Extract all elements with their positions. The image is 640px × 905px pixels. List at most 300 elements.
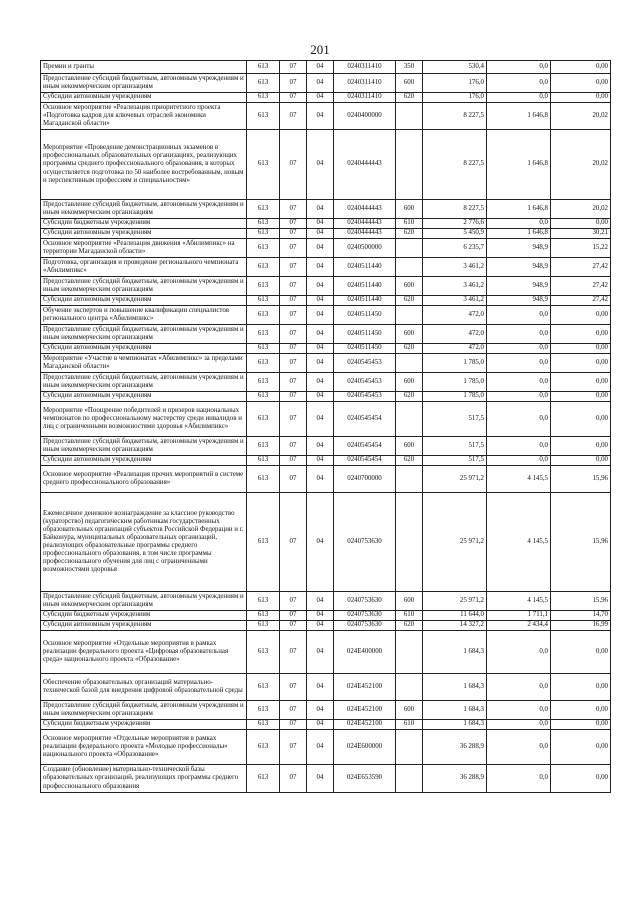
expense-type-cell	[396, 130, 423, 200]
expense-type-cell	[396, 730, 423, 765]
amount-2022-cell: 948,9	[487, 258, 551, 277]
target-article-cell: 0240753630	[334, 621, 396, 631]
subsection-code-cell: 04	[307, 720, 334, 730]
row-name-cell: Субсидии автономным учреждениям	[41, 456, 247, 466]
subsection-code-cell: 04	[307, 456, 334, 466]
subsection-code-cell: 04	[307, 621, 334, 631]
expense-type-cell	[396, 674, 423, 701]
amount-2021-cell: 176,0	[423, 93, 487, 103]
amount-2022-cell: 0,0	[487, 720, 551, 730]
section-code-cell: 07	[280, 61, 307, 74]
amount-2022-cell: 0,0	[487, 456, 551, 466]
amount-2022-cell: 0,0	[487, 373, 551, 392]
amount-2022-cell: 0,0	[487, 74, 551, 93]
section-code-cell: 07	[280, 373, 307, 392]
target-article-cell: 0240511440	[334, 296, 396, 306]
amount-2021-cell: 36 288,9	[423, 765, 487, 793]
row-name-cell: Основное мероприятие «Реализация движения «Абилимпикс» на территории Магаданской области»	[41, 239, 247, 258]
expense-type-cell: 600	[396, 325, 423, 344]
table-row	[41, 344, 611, 354]
amount-2022-cell: 0,0	[487, 344, 551, 354]
amount-2022-cell: 0,0	[487, 61, 551, 74]
subsection-code-cell: 04	[307, 493, 334, 592]
expense-type-cell: 620	[396, 344, 423, 354]
section-code-cell: 07	[280, 674, 307, 701]
expense-type-cell: 620	[396, 296, 423, 306]
section-code-cell: 07	[280, 219, 307, 229]
table-row	[41, 720, 611, 730]
expense-type-cell: 600	[396, 373, 423, 392]
percent-cell: 0,00	[551, 730, 611, 765]
section-code-cell: 07	[280, 296, 307, 306]
section-code-cell: 07	[280, 74, 307, 93]
row-name-cell: Субсидии автономным учреждениям	[41, 93, 247, 103]
subsection-code-cell: 04	[307, 258, 334, 277]
row-name-cell: Ежемесячное денежное вознаграждение за классное руководство (кураторство) педагогическим работникам государственных образовательных организаций субъектов Российской Федерации и г. Байконура, муниципальных образовательных организаций, реализующих образовательные программы среднего профессионального образования, в том числе программы профессионального обучения для лиц с ограниченными возможностями здоровья	[41, 493, 247, 592]
amount-2021-cell: 1 785,0	[423, 373, 487, 392]
target-article-cell: 0240511440	[334, 258, 396, 277]
row-name-cell: Субсидии бюджетным учреждениям	[41, 720, 247, 730]
amount-2022-cell: 4 145,5	[487, 493, 551, 592]
subsection-code-cell: 04	[307, 61, 334, 74]
section-code-cell: 07	[280, 493, 307, 592]
target-article-cell: 024E653590	[334, 765, 396, 793]
table-row	[41, 325, 611, 344]
amount-2022-cell: 0,0	[487, 765, 551, 793]
table-row	[41, 239, 611, 258]
table-row	[41, 730, 611, 765]
subsection-code-cell: 04	[307, 325, 334, 344]
table-row	[41, 621, 611, 631]
target-article-cell: 0240545454	[334, 456, 396, 466]
table-row	[41, 130, 611, 200]
amount-2022-cell: 4 145,5	[487, 466, 551, 493]
subsection-code-cell: 04	[307, 93, 334, 103]
target-article-cell: 0240753630	[334, 592, 396, 611]
amount-2021-cell: 517,5	[423, 402, 487, 437]
expense-type-cell: 620	[396, 456, 423, 466]
table-row	[41, 373, 611, 392]
admin-code-cell: 613	[247, 493, 280, 592]
section-code-cell: 07	[280, 103, 307, 130]
amount-2021-cell: 8 227,5	[423, 103, 487, 130]
row-name-cell: Субсидии бюджетным учреждениям	[41, 611, 247, 621]
percent-cell: 15,96	[551, 493, 611, 592]
subsection-code-cell: 04	[307, 344, 334, 354]
percent-cell: 15,96	[551, 592, 611, 611]
subsection-code-cell: 04	[307, 611, 334, 621]
amount-2021-cell: 3 461,2	[423, 277, 487, 296]
admin-code-cell: 613	[247, 61, 280, 74]
amount-2021-cell: 517,5	[423, 456, 487, 466]
amount-2021-cell: 1 785,0	[423, 354, 487, 373]
admin-code-cell: 613	[247, 674, 280, 701]
subsection-code-cell: 04	[307, 402, 334, 437]
target-article-cell: 024E452100	[334, 720, 396, 730]
amount-2021-cell: 6 235,7	[423, 239, 487, 258]
percent-cell: 0,00	[551, 306, 611, 325]
table-row	[41, 354, 611, 373]
admin-code-cell: 613	[247, 592, 280, 611]
percent-cell: 20,02	[551, 200, 611, 219]
section-code-cell: 07	[280, 765, 307, 793]
subsection-code-cell: 04	[307, 701, 334, 720]
amount-2021-cell: 8 227,5	[423, 130, 487, 200]
table-row	[41, 61, 611, 74]
amount-2022-cell: 0,0	[487, 402, 551, 437]
amount-2022-cell: 0,0	[487, 674, 551, 701]
section-code-cell: 07	[280, 200, 307, 219]
target-article-cell: 0240444443	[334, 200, 396, 219]
admin-code-cell: 613	[247, 466, 280, 493]
admin-code-cell: 613	[247, 456, 280, 466]
admin-code-cell: 613	[247, 93, 280, 103]
subsection-code-cell: 04	[307, 730, 334, 765]
target-article-cell: 024E452100	[334, 701, 396, 720]
target-article-cell: 0240511440	[334, 277, 396, 296]
admin-code-cell: 613	[247, 103, 280, 130]
percent-cell: 0,00	[551, 402, 611, 437]
expense-type-cell: 610	[396, 611, 423, 621]
admin-code-cell: 613	[247, 296, 280, 306]
amount-2021-cell: 14 327,2	[423, 621, 487, 631]
amount-2021-cell: 472,0	[423, 325, 487, 344]
table-row	[41, 402, 611, 437]
row-name-cell: Основное мероприятие «Отдельные мероприятия в рамках реализации федерального проекта «Цифровая образовательная среда» национального проекта «Образование»	[41, 631, 247, 674]
section-code-cell: 07	[280, 130, 307, 200]
row-name-cell: Субсидии автономным учреждениям	[41, 229, 247, 239]
admin-code-cell: 613	[247, 344, 280, 354]
amount-2021-cell: 8 227,5	[423, 200, 487, 219]
percent-cell: 0,00	[551, 631, 611, 674]
target-article-cell: 0240500000	[334, 239, 396, 258]
amount-2022-cell: 1 711,1	[487, 611, 551, 621]
amount-2022-cell: 0,0	[487, 93, 551, 103]
target-article-cell: 024E400000	[334, 631, 396, 674]
admin-code-cell: 613	[247, 219, 280, 229]
expense-type-cell: 620	[396, 621, 423, 631]
amount-2021-cell: 1 785,0	[423, 392, 487, 402]
percent-cell: 15,22	[551, 239, 611, 258]
expense-type-cell: 620	[396, 392, 423, 402]
row-name-cell: Обеспечение образовательных организаций материально-технической базой для внедрения цифровой образовательной среды	[41, 674, 247, 701]
target-article-cell: 0240311410	[334, 74, 396, 93]
row-name-cell: Создание (обновление) материально-технической базы образовательных организаций, реализующих программы среднего профессионального образования	[41, 765, 247, 793]
expense-type-cell	[396, 631, 423, 674]
amount-2022-cell: 0,0	[487, 701, 551, 720]
expense-type-cell: 600	[396, 200, 423, 219]
amount-2021-cell: 176,0	[423, 74, 487, 93]
table-row	[41, 277, 611, 296]
amount-2021-cell: 1 684,3	[423, 674, 487, 701]
percent-cell: 0,00	[551, 392, 611, 402]
section-code-cell: 07	[280, 354, 307, 373]
admin-code-cell: 613	[247, 437, 280, 456]
target-article-cell: 0240700000	[334, 466, 396, 493]
expense-type-cell: 610	[396, 720, 423, 730]
admin-code-cell: 613	[247, 720, 280, 730]
target-article-cell: 0240511450	[334, 344, 396, 354]
table-row	[41, 392, 611, 402]
amount-2022-cell: 1 646,8	[487, 103, 551, 130]
section-code-cell: 07	[280, 611, 307, 621]
admin-code-cell: 613	[247, 277, 280, 296]
amount-2022-cell: 948,9	[487, 239, 551, 258]
row-name-cell: Основное мероприятие «Реализация прочих мероприятий в системе среднего профессионального образования»	[41, 466, 247, 493]
subsection-code-cell: 04	[307, 296, 334, 306]
percent-cell: 0,00	[551, 93, 611, 103]
subsection-code-cell: 04	[307, 437, 334, 456]
target-article-cell: 0240545453	[334, 392, 396, 402]
section-code-cell: 07	[280, 437, 307, 456]
section-code-cell: 07	[280, 306, 307, 325]
amount-2022-cell: 0,0	[487, 437, 551, 456]
table-row	[41, 592, 611, 611]
table-row	[41, 611, 611, 621]
admin-code-cell: 613	[247, 306, 280, 325]
table-row	[41, 437, 611, 456]
subsection-code-cell: 04	[307, 219, 334, 229]
table-row	[41, 103, 611, 130]
amount-2021-cell: 25 971,2	[423, 592, 487, 611]
amount-2022-cell: 0,0	[487, 325, 551, 344]
section-code-cell: 07	[280, 456, 307, 466]
section-code-cell: 07	[280, 720, 307, 730]
target-article-cell: 0240311410	[334, 61, 396, 74]
amount-2022-cell: 4 145,5	[487, 592, 551, 611]
amount-2022-cell: 948,9	[487, 277, 551, 296]
admin-code-cell: 613	[247, 701, 280, 720]
admin-code-cell: 613	[247, 402, 280, 437]
admin-code-cell: 613	[247, 200, 280, 219]
expense-type-cell: 600	[396, 277, 423, 296]
percent-cell: 27,42	[551, 277, 611, 296]
percent-cell: 0,00	[551, 373, 611, 392]
amount-2021-cell: 25 971,2	[423, 466, 487, 493]
amount-2022-cell: 1 646,8	[487, 200, 551, 219]
section-code-cell: 07	[280, 239, 307, 258]
percent-cell: 16,99	[551, 621, 611, 631]
amount-2021-cell: 517,5	[423, 437, 487, 456]
subsection-code-cell: 04	[307, 765, 334, 793]
expense-type-cell: 620	[396, 229, 423, 239]
percent-cell: 0,00	[551, 219, 611, 229]
admin-code-cell: 613	[247, 239, 280, 258]
expense-type-cell	[396, 258, 423, 277]
row-name-cell: Основное мероприятие «Отдельные мероприятия в рамках реализации федерального проекта «Молодые профессионалы» национального проекта «Образование»	[41, 730, 247, 765]
row-name-cell: Мероприятие «Поощрение победителей и призеров национальных чемпионатов по профессиональному мастерству среди инвалидов и лиц с ограниченными возможностями здоровья «Абилимпикс»	[41, 402, 247, 437]
section-code-cell: 07	[280, 466, 307, 493]
expense-type-cell: 600	[396, 701, 423, 720]
amount-2021-cell: 1 684,3	[423, 631, 487, 674]
admin-code-cell: 613	[247, 229, 280, 239]
amount-2022-cell: 0,0	[487, 392, 551, 402]
row-name-cell: Предоставление субсидий бюджетным, автономным учреждениям и иным некоммерческим организациям	[41, 701, 247, 720]
subsection-code-cell: 04	[307, 239, 334, 258]
row-name-cell: Обучение экспертов и повышение квалификации специалистов регионального центра «Абилимпикс»	[41, 306, 247, 325]
target-article-cell: 0240545453	[334, 354, 396, 373]
percent-cell: 15,96	[551, 466, 611, 493]
expense-type-cell	[396, 466, 423, 493]
row-name-cell: Основное мероприятие «Реализация приоритетного проекта «Подготовка кадров для ключевых отраслей экономики Магаданской области»	[41, 103, 247, 130]
table-row	[41, 631, 611, 674]
section-code-cell: 07	[280, 402, 307, 437]
row-name-cell: Предоставление субсидий бюджетным, автономным учреждениям и иным некоммерческим организациям	[41, 200, 247, 219]
subsection-code-cell: 04	[307, 277, 334, 296]
table-row	[41, 93, 611, 103]
percent-cell: 30,21	[551, 229, 611, 239]
table-row	[41, 466, 611, 493]
section-code-cell: 07	[280, 277, 307, 296]
section-code-cell: 07	[280, 701, 307, 720]
subsection-code-cell: 04	[307, 354, 334, 373]
subsection-code-cell: 04	[307, 200, 334, 219]
table-row	[41, 493, 611, 592]
admin-code-cell: 613	[247, 325, 280, 344]
admin-code-cell: 613	[247, 354, 280, 373]
amount-2022-cell: 948,9	[487, 296, 551, 306]
subsection-code-cell: 04	[307, 229, 334, 239]
subsection-code-cell: 04	[307, 631, 334, 674]
table-row	[41, 219, 611, 229]
percent-cell: 0,00	[551, 765, 611, 793]
row-name-cell: Предоставление субсидий бюджетным, автономным учреждениям и иным некоммерческим организациям	[41, 277, 247, 296]
expense-type-cell: 600	[396, 592, 423, 611]
row-name-cell: Предоставление субсидий бюджетным, автономным учреждениям и иным некоммерческим организациям	[41, 325, 247, 344]
subsection-code-cell: 04	[307, 392, 334, 402]
expense-type-cell	[396, 354, 423, 373]
expense-type-cell: 600	[396, 437, 423, 456]
row-name-cell: Субсидии автономным учреждениям	[41, 392, 247, 402]
row-name-cell: Предоставление субсидий бюджетным, автономным учреждениям и иным некоммерческим организациям	[41, 74, 247, 93]
section-code-cell: 07	[280, 93, 307, 103]
row-name-cell: Подготовка, организация и проведение регионального чемпионата «Абилимпикс»	[41, 258, 247, 277]
amount-2022-cell: 0,0	[487, 306, 551, 325]
admin-code-cell: 613	[247, 373, 280, 392]
row-name-cell: Субсидии автономным учреждениям	[41, 621, 247, 631]
amount-2022-cell: 0,0	[487, 219, 551, 229]
admin-code-cell: 613	[247, 74, 280, 93]
target-article-cell: 0240444443	[334, 130, 396, 200]
section-code-cell: 07	[280, 631, 307, 674]
expense-type-cell	[396, 402, 423, 437]
admin-code-cell: 613	[247, 765, 280, 793]
page-number: 201	[310, 42, 330, 57]
admin-code-cell: 613	[247, 130, 280, 200]
table-row	[41, 229, 611, 239]
amount-2022-cell: 2 434,4	[487, 621, 551, 631]
expense-type-cell: 350	[396, 61, 423, 74]
amount-2021-cell: 1 684,3	[423, 720, 487, 730]
percent-cell: 0,00	[551, 674, 611, 701]
percent-cell: 0,00	[551, 354, 611, 373]
admin-code-cell: 613	[247, 611, 280, 621]
section-code-cell: 07	[280, 325, 307, 344]
target-article-cell: 0240545453	[334, 373, 396, 392]
subsection-code-cell: 04	[307, 130, 334, 200]
subsection-code-cell: 04	[307, 373, 334, 392]
expense-type-cell	[396, 306, 423, 325]
percent-cell: 27,42	[551, 258, 611, 277]
subsection-code-cell: 04	[307, 103, 334, 130]
target-article-cell: 0240511450	[334, 325, 396, 344]
subsection-code-cell: 04	[307, 674, 334, 701]
target-article-cell: 024E452100	[334, 674, 396, 701]
target-article-cell: 0240753630	[334, 493, 396, 592]
percent-cell: 0,00	[551, 61, 611, 74]
target-article-cell: 0240753630	[334, 611, 396, 621]
percent-cell: 0,00	[551, 74, 611, 93]
table-row	[41, 258, 611, 277]
percent-cell: 0,00	[551, 701, 611, 720]
amount-2021-cell: 36 288,9	[423, 730, 487, 765]
percent-cell: 0,00	[551, 720, 611, 730]
target-article-cell: 024E600000	[334, 730, 396, 765]
amount-2022-cell: 0,0	[487, 631, 551, 674]
row-name-cell: Предоставление субсидий бюджетным, автономным учреждениям и иным некоммерческим организациям	[41, 373, 247, 392]
section-code-cell: 07	[280, 730, 307, 765]
row-name-cell: Мероприятие «Проведение демонстрационных экзаменов в профессиональных образовательных организациях, реализующих программы среднего профессионального образования, в которых осуществляется подготовка по 50 наиболее востребованным, новым и перспективным профессиям и специальностям»	[41, 130, 247, 200]
section-code-cell: 07	[280, 621, 307, 631]
section-code-cell: 07	[280, 392, 307, 402]
section-code-cell: 07	[280, 229, 307, 239]
row-name-cell: Субсидии автономным учреждениям	[41, 344, 247, 354]
percent-cell: 0,00	[551, 344, 611, 354]
admin-code-cell: 613	[247, 621, 280, 631]
table-row	[41, 674, 611, 701]
admin-code-cell: 613	[247, 392, 280, 402]
percent-cell: 0,00	[551, 325, 611, 344]
row-name-cell: Премии и гранты	[41, 61, 247, 74]
amount-2021-cell: 3 461,2	[423, 296, 487, 306]
subsection-code-cell: 04	[307, 74, 334, 93]
amount-2021-cell: 1 684,3	[423, 701, 487, 720]
expense-type-cell	[396, 239, 423, 258]
amount-2021-cell: 530,4	[423, 61, 487, 74]
percent-cell: 0,00	[551, 456, 611, 466]
expense-type-cell: 610	[396, 219, 423, 229]
amount-2022-cell: 0,0	[487, 354, 551, 373]
section-code-cell: 07	[280, 592, 307, 611]
percent-cell: 20,02	[551, 103, 611, 130]
amount-2022-cell: 1 646,8	[487, 229, 551, 239]
amount-2021-cell: 11 644,0	[423, 611, 487, 621]
section-code-cell: 07	[280, 344, 307, 354]
row-name-cell: Предоставление субсидий бюджетным, автономным учреждениям и иным некоммерческим организациям	[41, 437, 247, 456]
target-article-cell: 0240545454	[334, 437, 396, 456]
row-name-cell: Субсидии автономным учреждениям	[41, 296, 247, 306]
table-row	[41, 74, 611, 93]
amount-2022-cell: 0,0	[487, 730, 551, 765]
amount-2022-cell: 1 646,8	[487, 130, 551, 200]
target-article-cell: 0240311410	[334, 93, 396, 103]
table-row	[41, 306, 611, 325]
subsection-code-cell: 04	[307, 306, 334, 325]
row-name-cell: Мероприятие «Участие в чемпионатах «Абилимпикс» за пределами Магаданской области»	[41, 354, 247, 373]
row-name-cell: Субсидии бюджетным учреждениям	[41, 219, 247, 229]
subsection-code-cell: 04	[307, 592, 334, 611]
percent-cell: 27,42	[551, 296, 611, 306]
admin-code-cell: 613	[247, 631, 280, 674]
admin-code-cell: 613	[247, 730, 280, 765]
table-row	[41, 701, 611, 720]
amount-2021-cell: 2 776,6	[423, 219, 487, 229]
target-article-cell: 0240444443	[334, 219, 396, 229]
table-row	[41, 456, 611, 466]
percent-cell: 14,70	[551, 611, 611, 621]
expense-type-cell	[396, 765, 423, 793]
amount-2021-cell: 472,0	[423, 344, 487, 354]
